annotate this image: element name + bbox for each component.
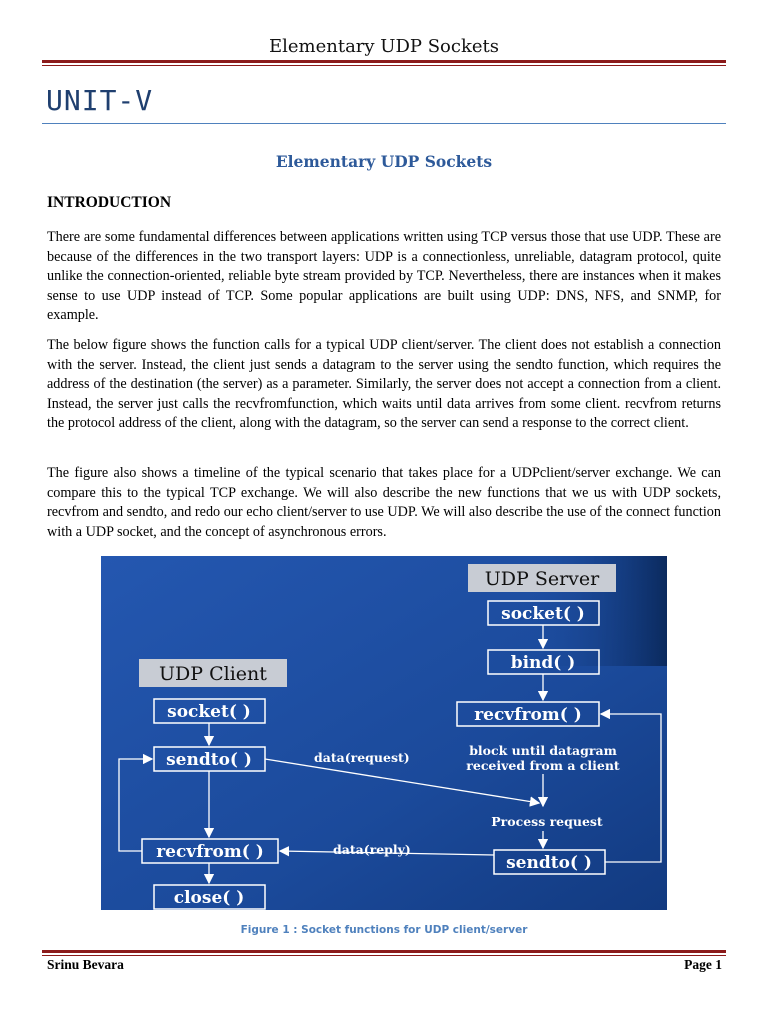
unit-title-rule	[42, 123, 726, 124]
paragraph-timeline: The figure also shows a timeline of the typical scenario that takes place for a UDPclient/server exchange. We can compare this to the typical TCP exchange. We will also describe the new functions that we us with UDP sockets, recvfrom and sendto, and redo our echo client/server to use UDP. We will also describe the use of the connect function with a UDP socket, and the concept of asynchronous errors.	[47, 465, 721, 540]
data-request-label: data(request)	[314, 750, 410, 765]
running-header-title: Elementary UDP Sockets	[268, 36, 500, 57]
server-recvfrom-label: recvfrom( )	[474, 705, 582, 725]
udp-socket-flow-figure	[101, 556, 667, 910]
block-note-line2: received from a client	[466, 758, 620, 773]
server-socket-label: socket( )	[501, 604, 585, 624]
document-heading: Elementary UDP Sockets	[275, 152, 493, 171]
header-rule-thin	[42, 65, 726, 66]
client-recvfrom-label: recvfrom( )	[156, 842, 264, 862]
process-request-label: Process request	[491, 814, 603, 829]
client-sendto-label: sendto( )	[166, 750, 252, 770]
footer-page-number: Page 1	[684, 957, 722, 972]
footer-author: Srinu Bevara	[47, 957, 124, 972]
footer-rule	[42, 950, 726, 953]
paragraph-intro: There are some fundamental differences between applications written using TCP versus those that use UDP. These are because of the differences in the two transport layers: UDP is a connectionless, unreliable, datagram protocol, quite unlike the connection-oriented, reliable byte stream provided by TCP. Nevertheless, there are instances when it makes sense to use UDP instead of TCP. Some popular applications are built using UDP: DNS, NFS, and SNMP, for example.	[47, 229, 721, 324]
header-rule	[42, 60, 726, 63]
udp-client-label: UDP Client	[159, 663, 267, 685]
unit-title: UNIT-V	[46, 84, 154, 117]
paragraph-figure-description: The below figure shows the function calls for a typical UDP client/server. The client does not establish a connection with the server. Instead, the client just sends a datagram to the server using the sendto function, which requires the address of the destination (the server) as a parameter. Similarly, the server does not accept a connection from a client. Instead, the server just calls the recvfromfunction, which waits until data arrives from some client. recvfrom returns the protocol address of the client, along with the datagram, so the server can send a response to the correct client.	[47, 337, 721, 432]
server-sendto-label: sendto( )	[506, 853, 592, 873]
client-socket-label: socket( )	[167, 702, 251, 722]
section-heading: INTRODUCTION	[47, 194, 172, 211]
figure-caption: Figure 1 : Socket functions for UDP client/server	[240, 924, 528, 936]
block-note-line1: block until datagram	[469, 743, 617, 758]
data-reply-label: data(reply)	[333, 842, 411, 857]
udp-server-label: UDP Server	[484, 568, 600, 590]
footer-rule-thin	[42, 955, 726, 956]
client-close-label: close( )	[173, 888, 245, 908]
server-bind-label: bind( )	[510, 653, 576, 673]
